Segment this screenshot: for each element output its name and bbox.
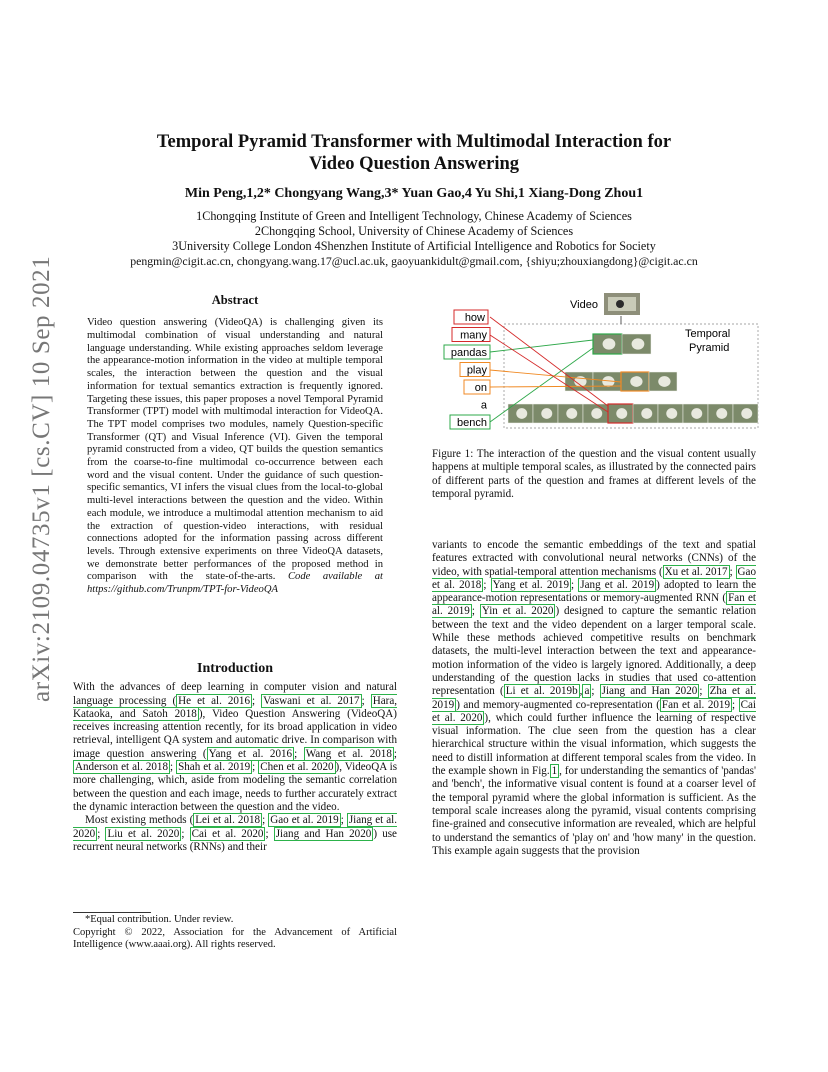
footnote-equal-contribution: *Equal contribution. Under review.: [85, 914, 234, 925]
question-word: bench: [457, 417, 487, 429]
question-word: how: [464, 312, 485, 324]
paragraph-text: ;: [294, 747, 304, 760]
citation-link[interactable]: Wang et al. 2018: [305, 747, 392, 760]
affiliation-1: 1Chongqing Institute of Green and Intelligent Technology, Chinese Academy of Sciences: [196, 209, 632, 223]
frame-content: [666, 408, 677, 419]
paragraph-text: ;: [483, 578, 491, 591]
abstract-code-link[interactable]: Code available at https://github.com/Trunpm/TPT-for-VideoQA: [87, 571, 383, 596]
title-line-1: Temporal Pyramid Transformer with Multimodal Interaction for: [156, 132, 672, 152]
paragraph-text: ;: [340, 814, 347, 827]
affiliation-2: 2Chongqing School, University of Chinese Academy of Sciences: [254, 224, 574, 238]
paragraph-text: ;: [252, 694, 262, 707]
frame-content: [741, 408, 752, 419]
citation-link[interactable]: Jiang and Han 2020: [275, 827, 372, 840]
citation-link[interactable]: Liu et al. 2020: [107, 827, 180, 840]
frame-content: [591, 408, 602, 419]
paragraph-text: ;: [361, 694, 371, 707]
abstract-text: Video question answering (VideoQA) is challenging given its multimodal combination of visual understanding and natural language understanding. While existing approaches seldom leverage the appearance-motion information in the video at multiple temporal scales, the interaction between the question and the visual information for textual semantics extraction is frequently ignored. Targeting these issues, this paper proposes a novel Temporal Pyramid Transformer (TPT) model with multimodal interaction for VideoQA. The TPT model comprises two modules, namely Question-specific Transformer (QT) and Visual Inference (VI). Given the temporal pyramid constructed from a video, QT builds the question semantics from the coarse-to-fine multimodal co-occurrence between each word and the visual content. Under the guidance of such question-specific semantics, VI infers the visual clues from the local-to-global multi-level interactions between the question and the video. Within each module, we introduce a multimodal attention mechanism to aid the extraction of question-video interactions, with residual connections adopted for the information passing across different levels. Through extensive experiments on three VideoQA datasets, we demonstrate better performances of the proposed method in comparison with the state-of-the-arts.: [87, 317, 383, 583]
intro-paragraph-1: [73, 681, 397, 814]
paragraph-text: ;: [471, 605, 480, 618]
video-icon: [604, 293, 640, 315]
author-emails: pengmin@cigit.ac.cn, chongyang.wang.17@ucl.ac.uk, gaoyuankidult@gmail.com, {shiyu;zhouxiangdong}@cigit.ac.cn: [130, 254, 698, 268]
paragraph-text: ;: [252, 761, 259, 774]
pyramid-label-line-2: Pyramid: [689, 342, 730, 354]
affiliation-3: 3University College London 4Shenzhen Institute of Artificial Intelligence and Robotics for Society: [172, 239, 656, 253]
paragraph-text: ;: [170, 761, 177, 774]
paragraph-text: Most existing methods (: [85, 814, 194, 827]
paper-title: [0, 131, 828, 175]
copyright-notice: Copyright © 2022, Association for the Advancement of Artificial Intelligence (www.aaai.org). All rights reserved.: [73, 926, 397, 950]
abstract-body: [87, 317, 383, 596]
paragraph-text: ) designed to capture the semantic relation between the text and the video dependent on a larger temporal scale. While these methods achieved competitive results on benchmark datasets, the multi-level interaction between the text and appearance-motion information of the video is largely ignored. Additionally, a deep understanding of the question lacks in studies that used co-attention representation (: [432, 605, 757, 698]
arxiv-stamp: [18, 255, 58, 702]
citation-link[interactable]: Anderson et al. 2018: [75, 761, 169, 774]
frame-content: [630, 376, 642, 387]
citation-link[interactable]: Yang et al. 2016: [208, 747, 293, 760]
citation-link[interactable]: Jang et al. 2019: [580, 578, 655, 591]
citation-link[interactable]: 1: [551, 765, 558, 778]
citation-link[interactable]: Lei et al. 2018: [195, 814, 261, 827]
citation-link[interactable]: a: [584, 685, 590, 698]
intro-paragraph-2: [73, 814, 397, 854]
citation-link[interactable]: He et al. 2016: [178, 694, 251, 707]
figure-1-caption: Figure 1: The interaction of the question and the visual content usually happens at multiple temporal scales, as illustrated by the connected pairs of different parts of the question and frames at different levels of the temporal pyramid.: [432, 448, 756, 500]
right-column-text: [432, 539, 756, 858]
paragraph-text: With the advances of deep learning in computer vision and natural language processing (: [73, 681, 397, 707]
footnote-block: [73, 914, 397, 952]
right-paragraph: [432, 539, 756, 858]
paragraph-text: ,: [579, 685, 583, 698]
abstract-section: [73, 294, 397, 597]
citation-link[interactable]: Gao et al. 2018: [432, 565, 756, 591]
citation-link[interactable]: Yin et al. 2020: [481, 605, 554, 618]
word-frame-link: [490, 317, 608, 406]
author-list: Min Peng,1,2* Chongyang Wang,3* Yuan Gao,4 Yu Shi,1 Xiang-Dong Zhou1: [184, 186, 644, 201]
paragraph-text: ;: [97, 827, 106, 840]
citation-link[interactable]: Hara, Kataoka, and Satoh 2018: [73, 694, 398, 720]
question-word: a: [480, 399, 487, 412]
frame-content: [603, 338, 616, 349]
citation-link[interactable]: Fan et al. 2019: [432, 592, 756, 618]
question-word: many: [460, 329, 487, 342]
pyramid-label-line-1: Temporal: [685, 328, 731, 340]
frame-content: [566, 408, 577, 419]
citation-link[interactable]: Jiang and Han 2020: [601, 685, 698, 698]
frame-content: [716, 408, 727, 419]
citation-link[interactable]: Zha et al. 2019: [432, 685, 757, 711]
question-word: pandas: [450, 347, 487, 359]
frame-content: [516, 408, 527, 419]
citation-link[interactable]: Fan et al. 2019: [661, 698, 731, 711]
frame-content: [541, 408, 552, 419]
paragraph-text: ), VideoQA is more challenging, which, aside from modeling the semantic correlation between the question and each image, needs to further accurately extract the dynamic interaction between the question and the video.: [73, 761, 398, 813]
citation-link[interactable]: Cai et al. 2020: [191, 827, 264, 840]
paragraph-text: ;: [591, 685, 600, 698]
paragraph-text: ;: [732, 698, 739, 711]
question-word: play: [466, 364, 487, 377]
paragraph-text: variants to encode the semantic embeddings of the text and spatial features extracted with convolutional neural networks (CNNs) of the video, with spatial-temporal attention mechanisms (: [432, 539, 756, 578]
citation-link[interactable]: Li et al. 2019b: [505, 685, 578, 698]
video-label: Video: [570, 299, 598, 311]
frame-content: [632, 338, 645, 349]
paragraph-text: ), Video Question Answering (VideoQA) receives increasing attention recently, for its broad application in video retrieval, intelligent QA system and automatic drive. In comparison with image question answering (: [73, 707, 398, 760]
question-word: on: [474, 382, 487, 394]
introduction-section: [73, 662, 397, 854]
introduction-heading: Introduction: [197, 661, 273, 676]
figure-1: [440, 290, 760, 432]
paragraph-text: ;: [262, 814, 269, 827]
citation-link[interactable]: Chen et al. 2020: [260, 761, 334, 774]
paragraph-text: , for understanding the semantics of 'pandas' and 'bench', the informative visual content is found at a coarser level of the temporal pyramid where the global information is sufficient. As the temporal scale increases along the pyramid, visual contents comprising fine-grained and consecutive information are revealed, which are helpful to understand the semantics of 'play on' and 'how many' in the question. This example again suggests that the provision: [432, 765, 757, 857]
frame-content: [641, 408, 652, 419]
title-line-2: Video Question Answering: [308, 154, 520, 174]
paragraph-text: ;: [181, 827, 190, 840]
citation-link[interactable]: Jiang et al. 2020: [73, 814, 398, 840]
citation-link[interactable]: Xu et al. 2017: [664, 565, 728, 578]
frame-content: [691, 408, 702, 419]
citation-link[interactable]: Gao et al. 2019: [270, 814, 339, 827]
word-frame-link: [490, 340, 593, 352]
footnote-rule: [73, 912, 151, 913]
paragraph-text: ;: [265, 827, 274, 840]
paragraph-text: ) use recurrent neural networks (RNNs) and their: [73, 827, 397, 853]
paragraph-text: ), which could further influence the learning of respective visual information. The clue seen from the question has a clear hierarchical structure within the visual information, which suggests the need to distill information at different temporal scales from the video. In the example shown in Fig.: [432, 711, 756, 778]
citation-link[interactable]: Yang et al. 2019: [492, 578, 570, 591]
frame-content: [616, 408, 627, 419]
paragraph-text: ) adopted to learn the appearance-motion representations or memory-augmented RNN (: [432, 578, 756, 605]
question-word-boxes: [444, 310, 490, 429]
paragraph-text: ;: [729, 565, 736, 578]
citation-link[interactable]: Shah et al. 2019: [178, 761, 251, 774]
arxiv-stamp-text: arXiv:2109.04735v1 [cs.CV] 10 Sep 2021: [28, 255, 55, 702]
paragraph-text: ;: [393, 747, 397, 760]
abstract-heading: Abstract: [211, 293, 259, 307]
paragraph-text: ) and memory-augmented co-representation (: [456, 698, 660, 711]
paragraph-text: ;: [699, 685, 708, 698]
citation-link[interactable]: Vaswani et al. 2017: [263, 694, 360, 707]
paragraph-text: ;: [571, 578, 579, 591]
frame-content: [658, 376, 670, 387]
figure-1-diagram: [440, 290, 760, 432]
citation-link[interactable]: Cai et al. 2020: [432, 698, 756, 724]
